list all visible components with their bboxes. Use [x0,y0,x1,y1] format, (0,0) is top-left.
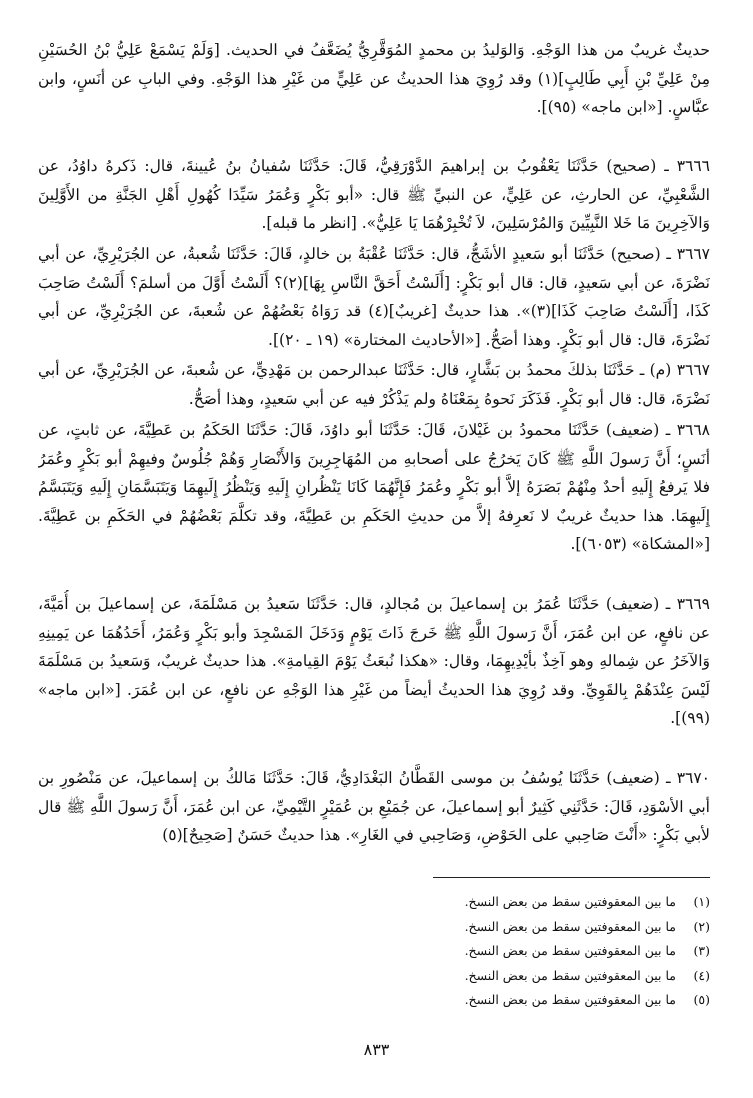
footnote-text: ما بين المعقوفتين سقط من بعض النسخ. [464,967,676,983]
footnote-text: ما بين المعقوفتين سقط من بعض النسخ. [464,894,676,909]
hadith-3668: ٣٦٦٨ ـ (ضعيف) حَدَّثَنَا محمودُ بن غَيْلانَ، قَالَ: حَدَّثَنَا أبو داوُدَ، قَالَ: حَدَّثَنَا الحَكَمُ بن عَطِيَّةَ، عن ثابتٍ، عن أنَسٍ؛ أَنَّ رَسولَ اللَّهِ ﷺ كَانَ يَخرُجُ على أصحابهِ من المُهَاجِرِينَ وَالأَنْصَارِ وَهُمْ جُلُوسٌ وفيهِمْ أبو بَكْرٍ وعُمَرُ فلا يَرفعُ إِلَيهِ أحدٌ مِنْهُمْ بَصَرَهُ إلاَّ أبو بَكْرٍ وعُمَرُ فَإِنَّهُمَا كَانَا يَنْظُرانِ إِلَيهِ وَيَنْظُرُ إِلَيهِمَا وَيَتَبَسَّمَانِ إِلَيهِ وَيَتَبَسَّمُ إِلَيهِمَا. هذا حديثٌ غريبٌ لا نَعرِفهُ إلاَّ من حديثِ الحَكَمِ بن عَطِيَّةَ، وقد تكلَّمَ بَعْضُهُمْ في الحَكَمِ بن عَطِيَّةَ. [«المشكاة» (٦٠٥٣)]. [38,421,710,554]
footnote-text: ما بين المعقوفتين سقط من بعض النسخ. [464,943,676,958]
hadith-3669: ٣٦٦٩ ـ (ضعيف) حَدَّثَنَا عُمَرُ بن إسماعيلَ بن مُجالدٍ، قال: حَدَّثَنَا سَعيدُ بن مَسْلَمَةَ، عن إسماعيلَ بن أُمَيَّةَ، عن نافعٍ، عن ابن عُمَرَ، أَنَّ رَسولَ اللَّهِ ﷺ خَرجَ ذَاتَ يَوْمٍ وَدَخَلَ المَسْجِدَ وأبو بَكْرٍ وَعُمَرُ، أَحَدُهُمَا عن يَمِينِهِ وَالآخَرُ عن شِمالهِ وهو آخِذٌ بأيْدِيهِمَا، وقال: «هكذا نُبعَثُ يَوْمَ القِيامةِ». هذا حديثٌ غريبٌ، وَسَعيدُ بن مَسْلَمَةَ لَيْسَ عِنْدَهُمْ بِالقَوِيِّ. وقد رُوِيَ هذا الحديثُ أيضاً من غَيْرِ هذا الوَجْهِ عن نافعٍ، عن ابن عُمَرَ. [«ابن ماجه» (٩٩)]. [38,595,710,728]
footnote-item [410,964,710,989]
footnote-text: ما بين المعقوفتين سقط من بعض النسخ. [464,992,676,1007]
footnote-number: (١) [693,894,710,909]
footnote-item [410,988,710,1013]
hadith-3670: ٣٦٧٠ ـ (ضعيف) حَدَّثَنَا يُوسُفُ بن موسى القَطَّانُ البَغْدَادِيُّ، قَالَ: حَدَّثَنَا مَالكُ بن إسماعيلَ، عن مَنْصُورِ بن أبي الأسْوَدِ، قَالَ: حَدَّثَنِي كَثِيرٌ أبو إسماعيلَ، عن جُمَيْعِ بن عُمَيْرٍ التَّيْمِيِّ، عن ابن عُمَرَ، أَنَّ رَسولَ اللَّهِ ﷺ قال لأبي بَكْرٍ: «أَنْتَ صَاحِبي على الحَوْضِ، وَصَاحِبي في الغَارِ». هذا حديثٌ حَسَنٌ [صَحِيحٌ](٥) [38,769,710,845]
footnote-item [410,890,710,915]
hadith-3666: ٣٦٦٦ ـ (صحيح) حَدَّثَنَا يَعْقُوبُ بن إبراهيمَ الدَّوْرَقِيُّ، قَالَ: حَدَّثَنَا سُفيانُ بنُ عُيينةَ، قال: ذَكرهُ داوُدُ، عن الشَّعْبِيِّ، عن الحارثِ، عن عَلِيٍّ، عن النبيِّ ﷺ قال: «أبو بَكْرٍ وَعُمَرُ سَيِّدَا كُهُولِ أَهْلِ الجَنَّةِ من الأَوَّلِينَ وَالآخِرِينَ مَا خَلا النَّبِيِّينَ وَالمُرْسَلِينَ، لاَ تُخْبِرْهُمَا يَا عَلِيُّ». [انظر ما قبله]. [38,157,710,233]
main-text [38,36,710,852]
footnote-divider [433,877,710,878]
paragraph-intro: حديثٌ غريبٌ من هذا الوَجْهِ. وَالوَليدُ بن محمدٍ المُوَقَّرِيُّ يُضَعَّفُ في الحديث. [وَلَمْ يَسْمَعْ عَلِيُّ بْنُ الحُسَيْنِ مِنْ عَلِيِّ بْنِ أَبِي طَالِبٍ](١) وقد رُوِيَ هذا الحديثُ عن عَلِيٍّ من غَيْرِ هذا الوَجْهِ. وفي البابِ عن أنَسٍ، وابن عبَّاسٍ. [«ابن ماجه» (٩٥)]. [38,41,710,117]
footnote-number: (٣) [693,943,710,958]
footnote-item [410,915,710,940]
hadith-3667-m: ٣٦٦٧ (م) ـ حَدَّثَنَا بذلكَ محمدُ بن بَشَّارٍ، قال: حَدَّثَنَا عبدالرحمن بن مَهْدِيٍّ، عن شُعبةَ، عن الجُرَيْرِيِّ، عن أبي نَضْرَةَ، قال: قال أبو بَكْرٍ. فَذَكَرَ نَحوهُ بِمَعْنَاهُ ولم يَذْكُرْ فيه عن أبي سَعيدٍ، وهذا أصَحُّ. [38,361,710,408]
footnote-number: (٢) [693,918,710,934]
page-number: ٨٣٣ [363,1040,390,1059]
footnote-number: (٥) [693,992,710,1007]
footnotes [410,890,710,1013]
hadith-3667: ٣٦٦٧ ـ (صحيح) حَدَّثَنَا أبو سَعيدٍ الأشَجُّ، قال: حَدَّثَنَا عُقْبَةُ بن خالدٍ، قَالَ: حَدَّثَنَا شُعبةُ، عن الجُرَيْرِيِّ، عن أبي نَضْرَةَ، عن أبي سَعيدٍ، قال: قال أبو بَكْرٍ: [أَلَسْتُ أَحَقَّ النَّاسِ بِهَا](٢)؟ أَلَسْتُ أَوَّلَ من أسلمَ؟ أَلَسْتُ صَاحِبَ كَذَا، [أَلَسْتُ صَاحِبَ كَذَا](٣)». هذا حديثٌ [غريبٌ](٤) قد رَوَاهُ بَعْضُهُمْ عن شُعبةَ، عن الجُرَيْرِيِّ، عن أبي نَضْرَةَ، قال: قال أبو بَكْرٍ. وهذا أصَحُّ. [«الأحاديث المختارة» (١٩ ـ ٢٠)]. [38,245,710,349]
footnote-text: ما بين المعقوفتين سقط من بعض النسخ. [464,918,676,934]
footnote-number: (٤) [693,967,710,983]
footnote-item [410,939,710,964]
